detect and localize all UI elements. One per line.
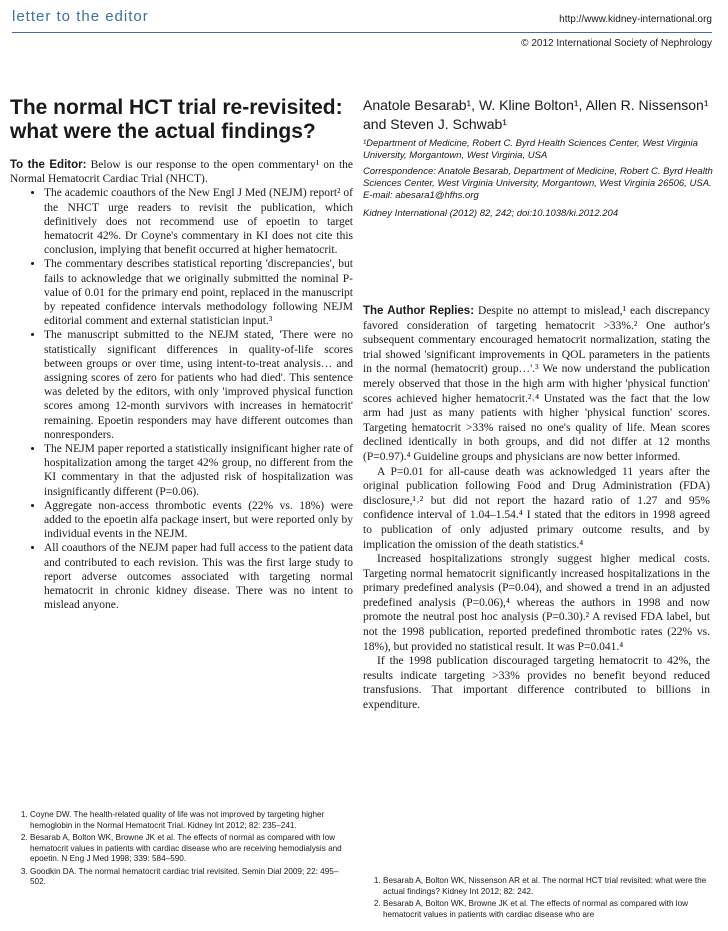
reply-paragraph: A P=0.01 for all-cause death was acknowledged 11 years after the original publication following Food and Drug Administration (FDA) disclosure,¹˒² but did not report the hazard ratio of 1.27 and 95% confidence interval of 1.04–1.54.⁴ I stated that the editors in 1998 agreed to publication of only adjusted primary outcome results, and by implication the omission of the death statistics.⁴ xyxy=(363,465,710,551)
correspondence: Correspondence: Anatole Besarab, Department of Medicine, Robert C. Byrd Health Sciences Center, West Virginia University, Morgantown, West Virginia 26506, USA. E-mail: abesara1@hfhs.org xyxy=(363,166,713,201)
letter-bullet: • The manuscript submitted to the NEJM stated, 'There were no statistically significant differences in quality-of-life scores between groups or over time, using intent-to-treat analysis… and assigning scores of zero for patients who had died'. This sentence was deleted by the editors, with only 'improved physical function scores among 12-month survivors with increases in hematocrit' remaining. Epoetin responders may have different outcomes than nonresponders. xyxy=(44,328,353,442)
author-block xyxy=(363,96,713,219)
letter-intro-text: Below is our response to the open commentary¹ on the Normal Hematocrit Cardiac Trial (NHCT). xyxy=(10,159,354,186)
reply-references xyxy=(363,876,710,922)
letter-intro xyxy=(10,158,353,186)
reference-item: 2. Besarab A, Bolton WK, Browne JK et al. The effects of normal as compared with low hematocrit values in patients with cardiac disease who are xyxy=(383,899,710,920)
letter-bullet: • The academic coauthors of the New Engl J Med (NEJM) report² of the NHCT urge readers to revisit the publication, which definitively does not recommend use of epoetin to target hematocrit 42%. Dr Coyne's commentary in KI does not cite this conclusion, implying that benefit occurred at higher hematocrit. xyxy=(44,186,353,257)
reply-paragraph: Increased hospitalizations strongly suggest higher medical costs. Targeting normal hematocrit significantly increased hospitalizations in the primary predefined analysis (P=0.04), and showed a trend in an adjusted predefined analysis (P=0.06),⁴ whereas the authors in 1998 and now promote the neutral post hoc analysis (P=0.30).² A revised FDA label, but not the 1998 publication, reported predefined thrombotic rates (22% vs. 18%), but provided no statistical result. It was P=0.041.⁴ xyxy=(363,553,710,653)
letter-column xyxy=(10,158,353,613)
header-rule xyxy=(12,32,712,33)
reply-column xyxy=(363,304,710,713)
page-header xyxy=(12,8,712,54)
affiliation: ¹Department of Medicine, Robert C. Byrd Health Sciences Center, West Virginia University, Morgantown, West Virginia, USA xyxy=(363,138,698,161)
reference-item: 1. Besarab A, Bolton WK, Nissenson AR et al. The normal HCT trial revisited: what were the actual findings? Kidney Int 2012; 82: 242. xyxy=(383,876,710,897)
citation-line: Kidney International (2012) 82, 242; doi:10.1038/ki.2012.204 xyxy=(363,208,619,219)
journal-url[interactable]: http://www.kidney-international.org xyxy=(559,14,712,25)
section-label: letter to the editor xyxy=(12,8,149,25)
reply-lead: The Author Replies: xyxy=(363,305,475,317)
letter-references xyxy=(10,810,350,890)
letter-bullet: • The NEJM paper reported a statistically insignificant higher rate of hospitalization among the target 42% group, no different from the KI commentary in that the adjusted risk of hospitalization was insignificantly different (P=0.06). xyxy=(44,442,353,499)
letter-bullets xyxy=(10,186,353,612)
author-list: Anatole Besarab¹, W. Kline Bolton¹, Allen R. Nissenson¹ and Steven J. Schwab¹ xyxy=(363,97,709,132)
article-title: The normal HCT trial re-revisited: what were the actual findings? xyxy=(10,96,343,143)
reply-paragraph xyxy=(363,304,710,465)
reference-item: 1. Coyne DW. The health-related quality of life was not improved by targeting higher hemoglobin in the Normal Hematocrit Trial. Kidney Int 2012; 82: 235–241. xyxy=(30,810,350,831)
letter-lead: To the Editor: xyxy=(10,159,87,171)
letter-bullet: • The commentary describes statistical reporting 'discrepancies', but fails to acknowledge that we originally submitted the nominal P-value of 0.01 for the primary end point, replaced in the manuscript by repeated confidence intervals methodology following NEJM editorial comment and external statistician input.³ xyxy=(44,257,353,328)
reply-paragraph-text: Despite no attempt to mislead,¹ each discrepancy favored consideration of targeting hematocrit >33%.² One author's subsequent commentary encouraged hematocrit normalization, stating the trial showed 'significant improvements in QOL parameters in the patients in the normal (hematocrit) group…'.³ We now understand the publication merely observed that those in the high arm with higher 'physical function' scores achieved higher hematocrit.²˒⁴ Unstated was the fact that the low arm had just as many patients with higher 'physical function' scores. Targeting hematocrit >33% raised no one's quality of life. Mean scores declined identically in both groups, and did not differ at 12 months (P=0.97).⁴ Guideline groups and physicians are now better informed. xyxy=(363,305,710,463)
letter-bullet: • All coauthors of the NEJM paper had full access to the patient data and contributed to each revision. This was the first large study to report adverse outcomes associated with targeting normal hematocrit in chronic kidney disease. There was no intent to mislead anyone. xyxy=(44,541,353,612)
reference-item: 3. Goodkin DA. The normal hematocrit cardiac trial revisited. Semin Dial 2009; 22: 495–502. xyxy=(30,867,350,888)
letter-bullet: • Aggregate non-access thrombotic events (22% vs. 18%) were added to the epoetin alfa package insert, but were reported only by individual events in the NEJM. xyxy=(44,499,353,542)
copyright-notice: © 2012 International Society of Nephrology xyxy=(521,38,712,49)
reply-paragraph: If the 1998 publication discouraged targeting hematocrit to 42%, the results indicate targeting >33% provides no benefit beyond reduced transfusions. That important difference contributed to billions in expenditure. xyxy=(363,655,710,712)
reference-item: 2. Besarab A, Bolton WK, Browne JK et al. The effects of normal as compared with low hematocrit values in patients with cardiac disease who are receiving hemodialysis and epoetin. N Eng J Med 1998; 339: 584–590. xyxy=(30,833,350,865)
